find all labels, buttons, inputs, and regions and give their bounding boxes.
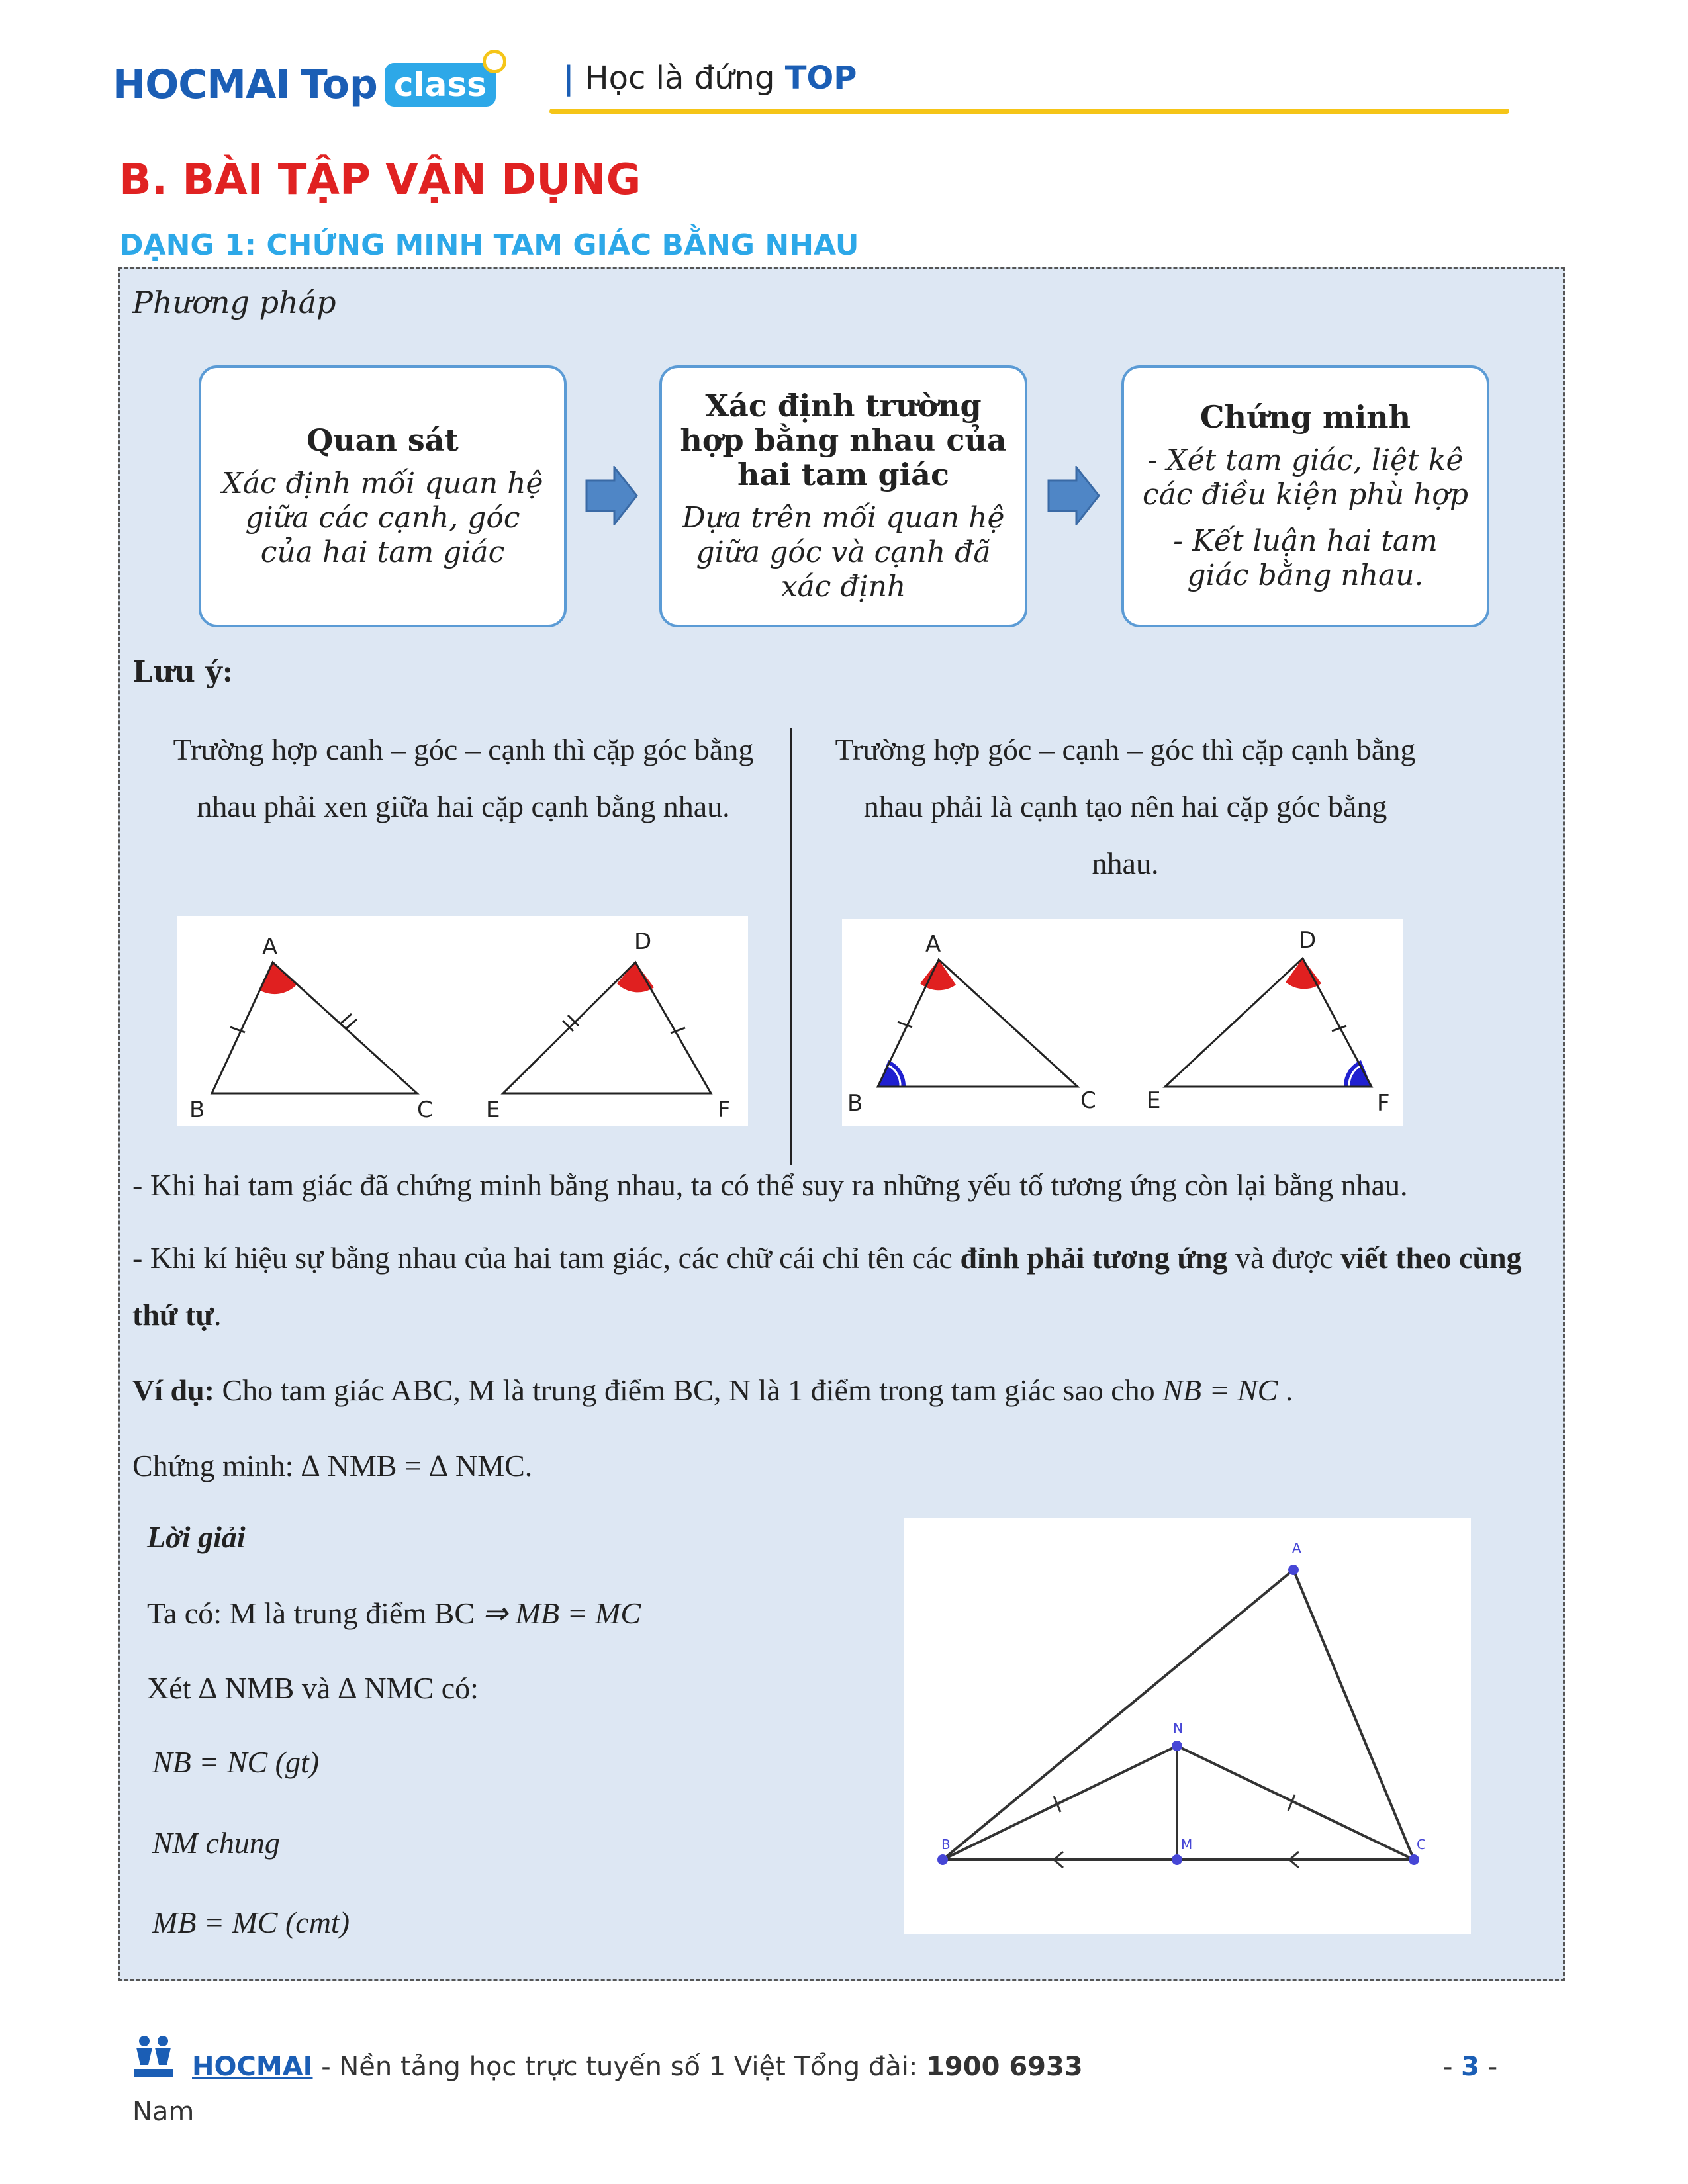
step-desc: - Kết luận hai tam giác bằng nhau. <box>1173 524 1438 592</box>
footer-text: HOCMAI - Nền tảng học trực tuyến số 1 Việt Tổng đài: 1900 6933 <box>192 2052 1083 2082</box>
point-m <box>1172 1854 1182 1865</box>
solution-label: Lời giải <box>147 1520 246 1554</box>
label-f: F <box>1377 1090 1390 1116</box>
solution-line1: Ta có: M là trung điểm BC ⇒ MB = MC <box>147 1596 641 1630</box>
bullet-notation: - Khi kí hiệu sự bằng nhau của hai tam giác, các chữ cái chỉ tên các đỉnh phải tương ứng và được viết theo cùng thứ tự. <box>132 1241 1522 1332</box>
slogan: | Học là đứng TOP <box>563 60 857 97</box>
label-e: E <box>486 1097 500 1123</box>
label-a: A <box>262 934 278 960</box>
label-f: F <box>718 1097 731 1123</box>
hocmai-icon <box>131 2033 177 2079</box>
logo-hocmai: HOCMAI <box>113 62 290 108</box>
angle-mark-b <box>878 1060 906 1087</box>
logo-top: Top <box>300 62 378 108</box>
point-b <box>937 1854 948 1865</box>
point-c <box>1409 1854 1419 1865</box>
label-m: M <box>1181 1837 1193 1852</box>
angle-mark-f <box>1344 1060 1372 1087</box>
note-label: Lưu ý: <box>132 655 234 689</box>
section-title: B. BÀI TẬP VẬN DỤNG <box>119 156 641 205</box>
step-prove <box>1121 365 1489 627</box>
angle-mark-d <box>617 962 654 992</box>
label-b: B <box>189 1097 205 1123</box>
step-desc: Dựa trên mối quan hệ giữa góc và cạnh đã xác định <box>682 501 1005 604</box>
figure-asa <box>842 919 1403 1126</box>
note-sas: Trường hợp canh – góc – cạnh thì cặp góc bằng nhau phải xen giữa hai cặp cạnh bằng nhau. <box>173 733 754 823</box>
header-divider <box>549 109 1509 114</box>
solution-line5: MB = MC (cmt) <box>152 1905 350 1939</box>
label-e: E <box>1147 1087 1161 1114</box>
solution-line4: NM chung <box>152 1826 280 1860</box>
sun-icon <box>483 50 506 73</box>
example-prove: Chứng minh: ∆ NMB = ∆ NMC. <box>132 1449 533 1482</box>
page-number: - 3 - <box>1443 2052 1498 2082</box>
label-d: D <box>1299 927 1317 954</box>
arrow-right-icon <box>1047 466 1100 525</box>
point-n <box>1172 1741 1182 1751</box>
triangle-def <box>1165 958 1372 1087</box>
section-subtitle: DẠNG 1: CHỨNG MINH TAM GIÁC BẰNG NHAU <box>119 228 859 262</box>
figure-sas <box>177 916 748 1126</box>
step-title: Chứng minh <box>1199 399 1411 435</box>
figure-triangle-abc <box>904 1518 1471 1934</box>
logo-class: class <box>385 63 496 107</box>
label-a: A <box>925 931 941 958</box>
step-desc: - Xét tam giác, liệt kê các điều kiện phù hợp <box>1142 443 1469 512</box>
label-c: C <box>1080 1087 1096 1114</box>
label-a: A <box>1292 1540 1301 1556</box>
brand-logo <box>113 58 496 111</box>
note-asa: Trường hợp góc – cạnh – góc thì cặp cạnh bằng nhau phải là cạnh tạo nên hai cặp góc bằng nhau. <box>835 733 1416 880</box>
triangle-abc <box>878 960 1078 1087</box>
example-statement: Ví dụ: Cho tam giác ABC, M là trung điểm BC, N là 1 điểm trong tam giác sao cho NB = NC . <box>132 1373 1293 1407</box>
solution-line3: NB = NC (gt) <box>152 1745 320 1779</box>
label-b: B <box>941 1837 951 1852</box>
label-c: C <box>417 1097 433 1123</box>
step-identify <box>659 365 1027 627</box>
step-title: Xác định trường hợp bằng nhau của hai tam giác <box>680 388 1007 492</box>
arrow-right-icon <box>585 466 638 525</box>
solution-line2: Xét ∆ NMB và ∆ NMC có: <box>147 1671 479 1705</box>
label-c: C <box>1417 1837 1426 1852</box>
footer-brand-link[interactable]: HOCMAI <box>192 2052 313 2082</box>
point-a <box>1288 1565 1299 1575</box>
step-title: Quan sát <box>306 422 459 458</box>
label-n: N <box>1173 1720 1183 1736</box>
label-d: D <box>634 929 652 955</box>
label-b: B <box>847 1090 863 1116</box>
step-desc: Xác định mối quan hệ giữa các cạnh, góc của hai tam giác <box>222 467 543 569</box>
footer-wrap: Nam <box>132 2097 195 2127</box>
column-divider <box>790 728 792 1165</box>
step-observe <box>199 365 567 627</box>
triangle-def <box>503 962 711 1093</box>
bullet-corresponding: - Khi hai tam giác đã chứng minh bằng nhau, ta có thể suy ra những yếu tố tương ứng còn lại bằng nhau. <box>132 1168 1408 1202</box>
method-label: Phương pháp <box>132 285 336 320</box>
triangle-abc <box>212 962 417 1093</box>
